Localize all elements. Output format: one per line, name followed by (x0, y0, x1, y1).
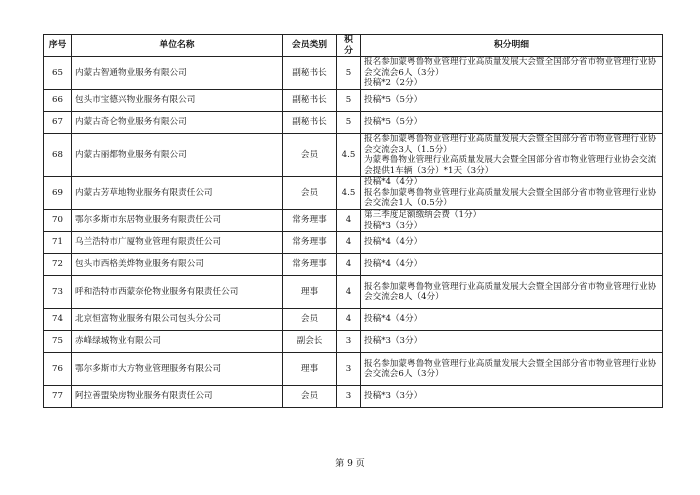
score-detail: 投稿*4（4分） (361, 309, 663, 331)
member-type: 常务理事 (283, 254, 337, 276)
row-number: 70 (44, 210, 72, 232)
row-number: 73 (44, 276, 72, 309)
table-row (44, 353, 663, 386)
member-type: 理事 (283, 276, 337, 309)
member-type: 常务理事 (283, 232, 337, 254)
unit-name: 内蒙古丽都物业服务有限公司 (72, 134, 283, 177)
unit-name: 包头市宝德兴物业服务有限公司 (72, 90, 283, 112)
score-detail: 投稿*4（4分） (361, 232, 663, 254)
header-score: 积分 (337, 35, 361, 57)
score: 4.5 (337, 177, 361, 210)
row-number: 75 (44, 331, 72, 353)
unit-name: 阿拉善盟染房物业服务有限责任公司 (72, 386, 283, 408)
header-no: 序号 (44, 35, 72, 57)
score: 4 (337, 232, 361, 254)
score: 4.5 (337, 134, 361, 177)
table-row (44, 134, 663, 177)
member-type: 会员 (283, 134, 337, 177)
score: 4 (337, 276, 361, 309)
unit-name: 呼和浩特市西蒙奈伦物业服务有限责任公司 (72, 276, 283, 309)
member-type: 会员 (283, 177, 337, 210)
table-row (44, 232, 663, 254)
row-number: 65 (44, 57, 72, 90)
row-number: 67 (44, 112, 72, 134)
header-member-type: 会员类别 (283, 35, 337, 57)
unit-name: 内蒙古芳草地物业服务有限责任公司 (72, 177, 283, 210)
score: 5 (337, 57, 361, 90)
score: 3 (337, 331, 361, 353)
member-type: 会员 (283, 386, 337, 408)
score: 4 (337, 309, 361, 331)
page-number: 第 9 页 (335, 459, 365, 469)
table-row (44, 112, 663, 134)
row-number: 77 (44, 386, 72, 408)
member-type: 会员 (283, 309, 337, 331)
table-row (44, 386, 663, 408)
row-number: 72 (44, 254, 72, 276)
member-type: 副秘书长 (283, 90, 337, 112)
member-type: 副秘书长 (283, 112, 337, 134)
score-detail: 报名参加蒙粤鲁物业管理行业高质量发展大会暨全国部分省市物业管理行业协会交流会3人（1.5分） 为蒙粤鲁物业管理行业高质量发展大会暨全国部分省市物业管理行业协会交流会提供1车辆（3分）*1天（3分） (361, 134, 663, 177)
table-row (44, 276, 663, 309)
score-detail: 第三季度足额缴纳会费（1分） 投稿*3（3分） (361, 210, 663, 232)
score-detail: 报名参加蒙粤鲁物业管理行业高质量发展大会暨全国部分省市物业管理行业协会交流会6人（3分） (361, 353, 663, 386)
score-detail: 报名参加蒙粤鲁物业管理行业高质量发展大会暨全国部分省市物业管理行业协会交流会6人（3分） 投稿*2（2分） (361, 57, 663, 90)
table-row (44, 210, 663, 232)
score-detail: 投稿*3（3分） (361, 331, 663, 353)
table-row (44, 254, 663, 276)
score: 4 (337, 254, 361, 276)
score: 5 (337, 90, 361, 112)
unit-name: 内蒙古奇仑物业服务有限公司 (72, 112, 283, 134)
score-detail: 投稿*4（4分） 报名参加蒙粤鲁物业管理行业高质量发展大会暨全国部分省市物业管理行业协会交流会1人（0.5分） (361, 177, 663, 210)
unit-name: 内蒙古智通物业服务有限公司 (72, 57, 283, 90)
table-row (44, 309, 663, 331)
row-number: 76 (44, 353, 72, 386)
unit-name: 鄂尔多斯市东居物业服务有限责任公司 (72, 210, 283, 232)
table-row (44, 57, 663, 90)
table-row (44, 90, 663, 112)
table-row (44, 331, 663, 353)
score-detail: 投稿*3（3分） (361, 386, 663, 408)
score-detail: 投稿*4（4分） (361, 254, 663, 276)
row-number: 71 (44, 232, 72, 254)
unit-name: 乌兰浩特市广厦物业管理有限责任公司 (72, 232, 283, 254)
row-number: 74 (44, 309, 72, 331)
unit-name: 赤峰绿城物业有限公司 (72, 331, 283, 353)
row-number: 69 (44, 177, 72, 210)
member-type: 副秘书长 (283, 57, 337, 90)
unit-name: 包头市西格美烨物业服务有限公司 (72, 254, 283, 276)
member-type: 常务理事 (283, 210, 337, 232)
score-detail: 投稿*5（5分） (361, 112, 663, 134)
score: 5 (337, 112, 361, 134)
score-detail: 报名参加蒙粤鲁物业管理行业高质量发展大会暨全国部分省市物业管理行业协会交流会8人（4分） (361, 276, 663, 309)
table-header-row (44, 35, 663, 57)
score: 4 (337, 210, 361, 232)
unit-name: 鄂尔多斯市大方物业管理服务有限公司 (72, 353, 283, 386)
score-detail: 投稿*5（5分） (361, 90, 663, 112)
header-unit-name: 单位名称 (72, 35, 283, 57)
score: 3 (337, 353, 361, 386)
header-score-detail: 积分明细 (361, 35, 663, 57)
points-table (43, 34, 663, 408)
member-type: 副会长 (283, 331, 337, 353)
member-type: 理事 (283, 353, 337, 386)
table-row (44, 177, 663, 210)
row-number: 68 (44, 134, 72, 177)
row-number: 66 (44, 90, 72, 112)
unit-name: 北京恒富物业服务有限公司包头分公司 (72, 309, 283, 331)
score: 3 (337, 386, 361, 408)
